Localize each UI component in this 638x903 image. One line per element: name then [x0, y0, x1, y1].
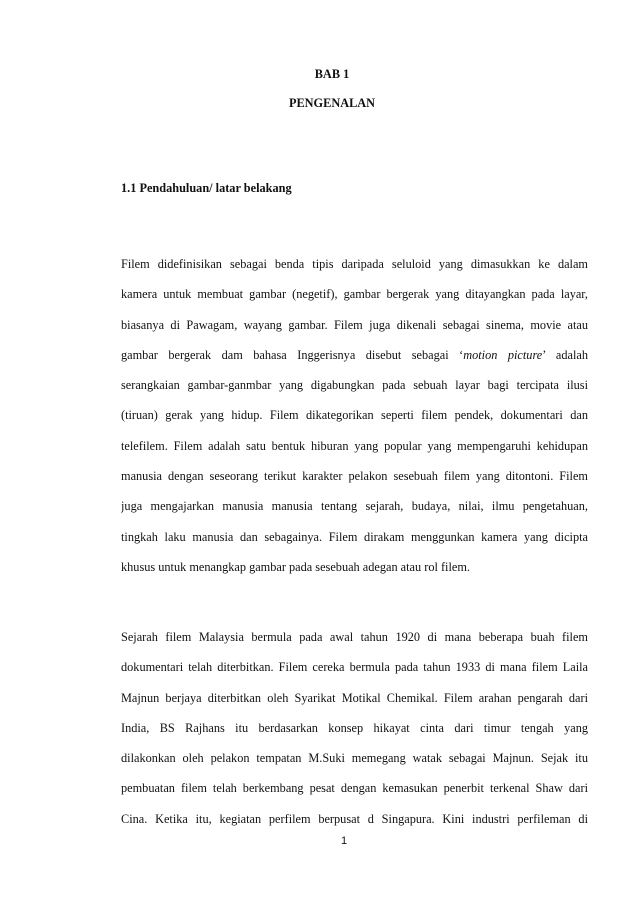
paragraph-1: [121, 249, 588, 582]
paragraph-line: serangkaian gambar-ganmbar yang digabungkan pada sebuah layar bagi tercipata ilusi: [121, 378, 588, 393]
chapter-title: PENGENALAN: [288, 96, 376, 110]
paragraph-line: dilakonkan oleh pelakon tempatan M.Suki memegang watak sebagai Majnun. Sejak itu: [121, 751, 588, 766]
paragraph-line: (tiruan) gerak yang hidup. Filem dikategorikan seperti filem pendek, dokumentari dan: [121, 408, 588, 423]
paragraph-line: biasanya di Pawagam, wayang gambar. Filem juga dikenali sebagai sinema, movie atau: [121, 317, 588, 332]
paragraph-line: dokumentari telah diterbitkan. Filem cereka bermula pada tahun 1933 di mana filem Laila: [121, 660, 588, 675]
paragraph-line: khusus untuk menangkap gambar pada sesebuah adegan atau rol filem.: [121, 559, 470, 574]
line-text: ’ adalah: [542, 347, 588, 362]
italic-term: motion picture: [463, 347, 543, 362]
paragraph-line: juga mengajarkan manusia manusia tentang sejarah, budaya, nilai, ilmu pengetahuan,: [121, 499, 588, 514]
paragraph-line: Cina. Ketika itu, kegiatan perfilem berpusat d Singapura. Kini industri perfileman di: [121, 811, 588, 826]
paragraph-line: Sejarah filem Malaysia bermula pada awal tahun 1920 di mana beberapa buah filem: [121, 630, 588, 644]
paragraph-line: Majnun berjaya diterbitkan oleh Syarikat Motikal Chemikal. Filem arahan pengarah dari: [121, 690, 588, 705]
paragraph-line: pembuatan filem telah berkembang pesat dengan kemasukan penerbit terkenal Shaw dari: [121, 781, 588, 796]
paragraph-line: tingkah laku manusia dan sebagainya. Filem dirakam menggunkan kamera yang dicipta: [121, 529, 588, 544]
paragraph-line: kamera untuk membuat gambar (negetif), gambar bergerak yang ditayangkan pada layar,: [121, 287, 588, 302]
paragraph-line: [121, 340, 588, 370]
line-text: gambar bergerak dam bahasa Inggerisnya disebut sebagai ‘: [121, 347, 464, 362]
page-number: 1: [340, 835, 348, 847]
section-heading: 1.1 Pendahuluan/ latar belakang: [121, 181, 292, 195]
paragraph-line: manusia dengan seseorang terikut karakter pelakon sesebuah filem yang ditontoni. Filem: [121, 469, 588, 484]
paragraph-2: [121, 622, 588, 834]
paragraph-line: Filem didefinisikan sebagai benda tipis daripada seluloid yang dimasukkan ke dalam: [121, 257, 588, 271]
paragraph-line: India, BS Rajhans itu berdasarkan konsep hikayat cinta dari timur tengah yang: [121, 720, 588, 735]
paragraph-line: telefilem. Filem adalah satu bentuk hiburan yang popular yang mempengaruhi kehidupan: [121, 438, 588, 453]
chapter-number: BAB 1: [314, 67, 350, 81]
